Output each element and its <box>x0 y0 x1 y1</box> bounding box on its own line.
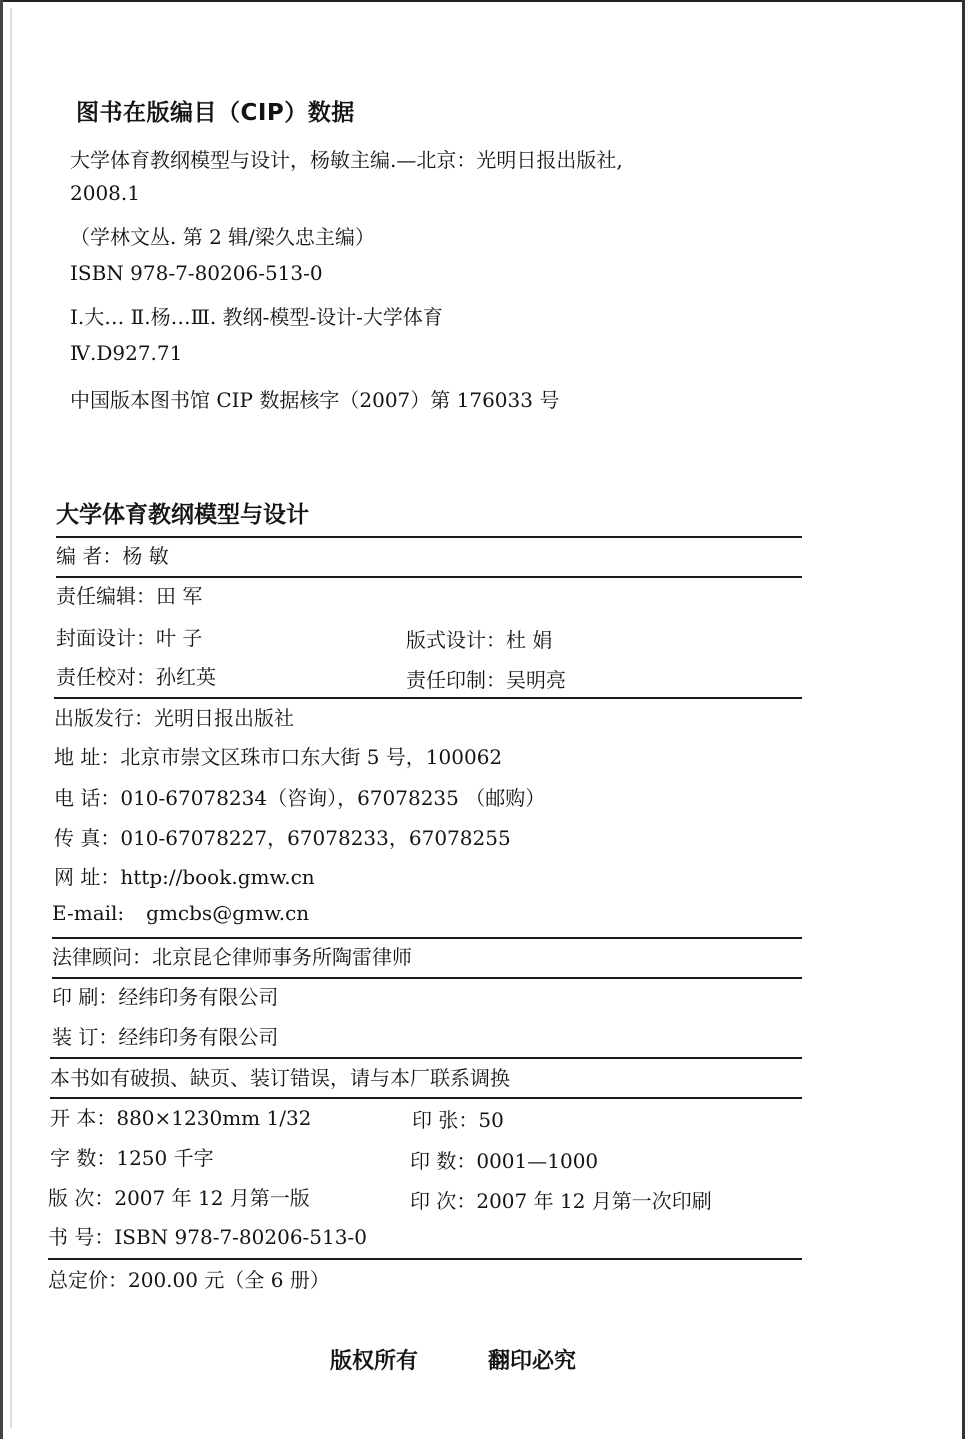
printer-value: 经纬印务有限公司 <box>118 985 279 1009</box>
rule-editor <box>56 576 802 578</box>
defect-notice: 本书如有破损、缺页、装订错误，请与本厂联系调换 <box>50 1066 510 1090</box>
row-edition <box>48 1182 310 1211</box>
row-website <box>54 861 315 890</box>
email-label: E-mail: <box>52 901 125 925</box>
responsible-editor-label: 责任编辑： <box>56 584 156 608</box>
sheets-label: 印 张： <box>412 1108 479 1132</box>
rule-top <box>56 536 802 538</box>
rule-notice <box>50 1097 802 1099</box>
scan-edge-top <box>0 0 965 2</box>
publisher-value: 光明日报出版社 <box>154 706 294 730</box>
printer-label: 印 刷： <box>52 985 119 1009</box>
row-printer <box>52 981 278 1010</box>
row-email <box>52 901 309 925</box>
word-count-label: 字 数： <box>50 1146 117 1170</box>
legal-advisor-value: 北京昆仑律师事务所陶雷律师 <box>152 945 412 969</box>
word-count-value: 1250 千字 <box>116 1146 214 1170</box>
row-editor <box>56 540 169 569</box>
fax-value: 010-67078227，67078233，67078255 <box>120 826 511 850</box>
editor-value: 杨 敏 <box>122 544 169 568</box>
cip-title: 图书在版编目（CIP）数据 <box>76 100 355 126</box>
row-legal-advisor <box>52 941 412 970</box>
website-label: 网 址： <box>54 865 121 889</box>
row-fax <box>54 822 511 851</box>
edition-value: 2007 年 12 月第一版 <box>114 1186 310 1210</box>
scan-shadow <box>10 8 12 1428</box>
row-cover-design <box>56 622 202 651</box>
layout-design-value: 杜 娟 <box>506 628 553 652</box>
row-impression <box>410 1185 712 1214</box>
fax-label: 传 真： <box>54 826 121 850</box>
rule-printing <box>50 1057 802 1059</box>
website-value: http://book.gmw.cn <box>120 865 315 889</box>
email-value: gmcbs@gmw.cn <box>146 901 310 925</box>
print-run-value: 0001—1000 <box>476 1149 599 1173</box>
impression-label: 印 次： <box>410 1189 477 1213</box>
row-sheets <box>412 1104 504 1133</box>
cip-line-isbn: ISBN 978-7-80206-513-0 <box>70 261 323 285</box>
proofread-value: 孙红英 <box>156 665 216 689</box>
row-publisher <box>54 702 294 731</box>
cip-line-subjects: Ⅰ.大… Ⅱ.杨…Ⅲ. 教纲-模型-设计-大学体育 <box>70 305 443 329</box>
book-title: 大学体育教纲模型与设计 <box>56 502 309 528</box>
row-address <box>54 741 502 770</box>
row-print-responsible <box>406 664 566 693</box>
binder-label: 装 订： <box>52 1025 119 1049</box>
isbn-label: 书 号： <box>48 1225 115 1249</box>
print-responsible-value: 吴明亮 <box>506 668 566 692</box>
total-price-label: 总定价： <box>48 1268 128 1292</box>
copyright-all-rights: 版权所有 <box>330 1349 419 1374</box>
print-responsible-label: 责任印制： <box>406 668 506 692</box>
cip-line-series: （学林文丛. 第 2 辑/梁久忠主编） <box>70 225 375 249</box>
address-value: 北京市崇文区珠市口东大街 5 号，100062 <box>120 745 503 769</box>
address-label: 地 址： <box>54 745 121 769</box>
publisher-label: 出版发行： <box>54 706 154 730</box>
binder-value: 经纬印务有限公司 <box>118 1025 279 1049</box>
copyright-no-reprint: 翻印必究 <box>488 1349 577 1374</box>
cip-line-classification: Ⅳ.D927.71 <box>70 341 183 365</box>
cover-design-value: 叶 子 <box>156 626 203 650</box>
phone-value: 010-67078234（咨询），67078235 （邮购） <box>120 786 546 810</box>
row-layout-design <box>406 624 552 653</box>
proofread-label: 责任校对： <box>56 665 156 689</box>
legal-advisor-label: 法律顾问： <box>52 945 152 969</box>
format-value: 880×1230mm 1/32 <box>116 1106 312 1130</box>
isbn-value: ISBN 978-7-80206-513-0 <box>114 1225 367 1249</box>
row-format <box>50 1102 311 1131</box>
cip-line-record-number: 中国版本图书馆 CIP 数据核字（2007）第 176033 号 <box>70 388 560 412</box>
row-phone <box>54 782 545 811</box>
row-total-price <box>48 1264 330 1293</box>
cip-line-date: 2008.1 <box>70 181 140 205</box>
row-binder <box>52 1021 278 1050</box>
row-print-run <box>410 1145 598 1174</box>
rule-staff <box>54 697 802 699</box>
rule-contacts <box>52 937 802 939</box>
phone-label: 电 话： <box>54 786 121 810</box>
sheets-value: 50 <box>478 1108 504 1132</box>
layout-design-label: 版式设计： <box>406 628 506 652</box>
format-label: 开 本： <box>50 1106 117 1130</box>
editor-label: 编 者： <box>56 544 123 568</box>
impression-value: 2007 年 12 月第一次印刷 <box>476 1189 712 1213</box>
rule-legal <box>52 977 802 979</box>
row-isbn <box>48 1221 367 1250</box>
rule-bottom <box>48 1258 802 1260</box>
row-proofread <box>56 661 216 690</box>
print-run-label: 印 数： <box>410 1149 477 1173</box>
cip-line-title: 大学体育教纲模型与设计，杨敏主编.—北京：光明日报出版社, <box>70 148 623 172</box>
edition-label: 版 次： <box>48 1186 115 1210</box>
row-responsible-editor <box>56 580 202 609</box>
cover-design-label: 封面设计： <box>56 626 156 650</box>
total-price-value: 200.00 元（全 6 册） <box>128 1268 330 1292</box>
scan-edge-left <box>0 0 3 1439</box>
row-word-count <box>50 1142 214 1171</box>
responsible-editor-value: 田 军 <box>156 584 203 608</box>
